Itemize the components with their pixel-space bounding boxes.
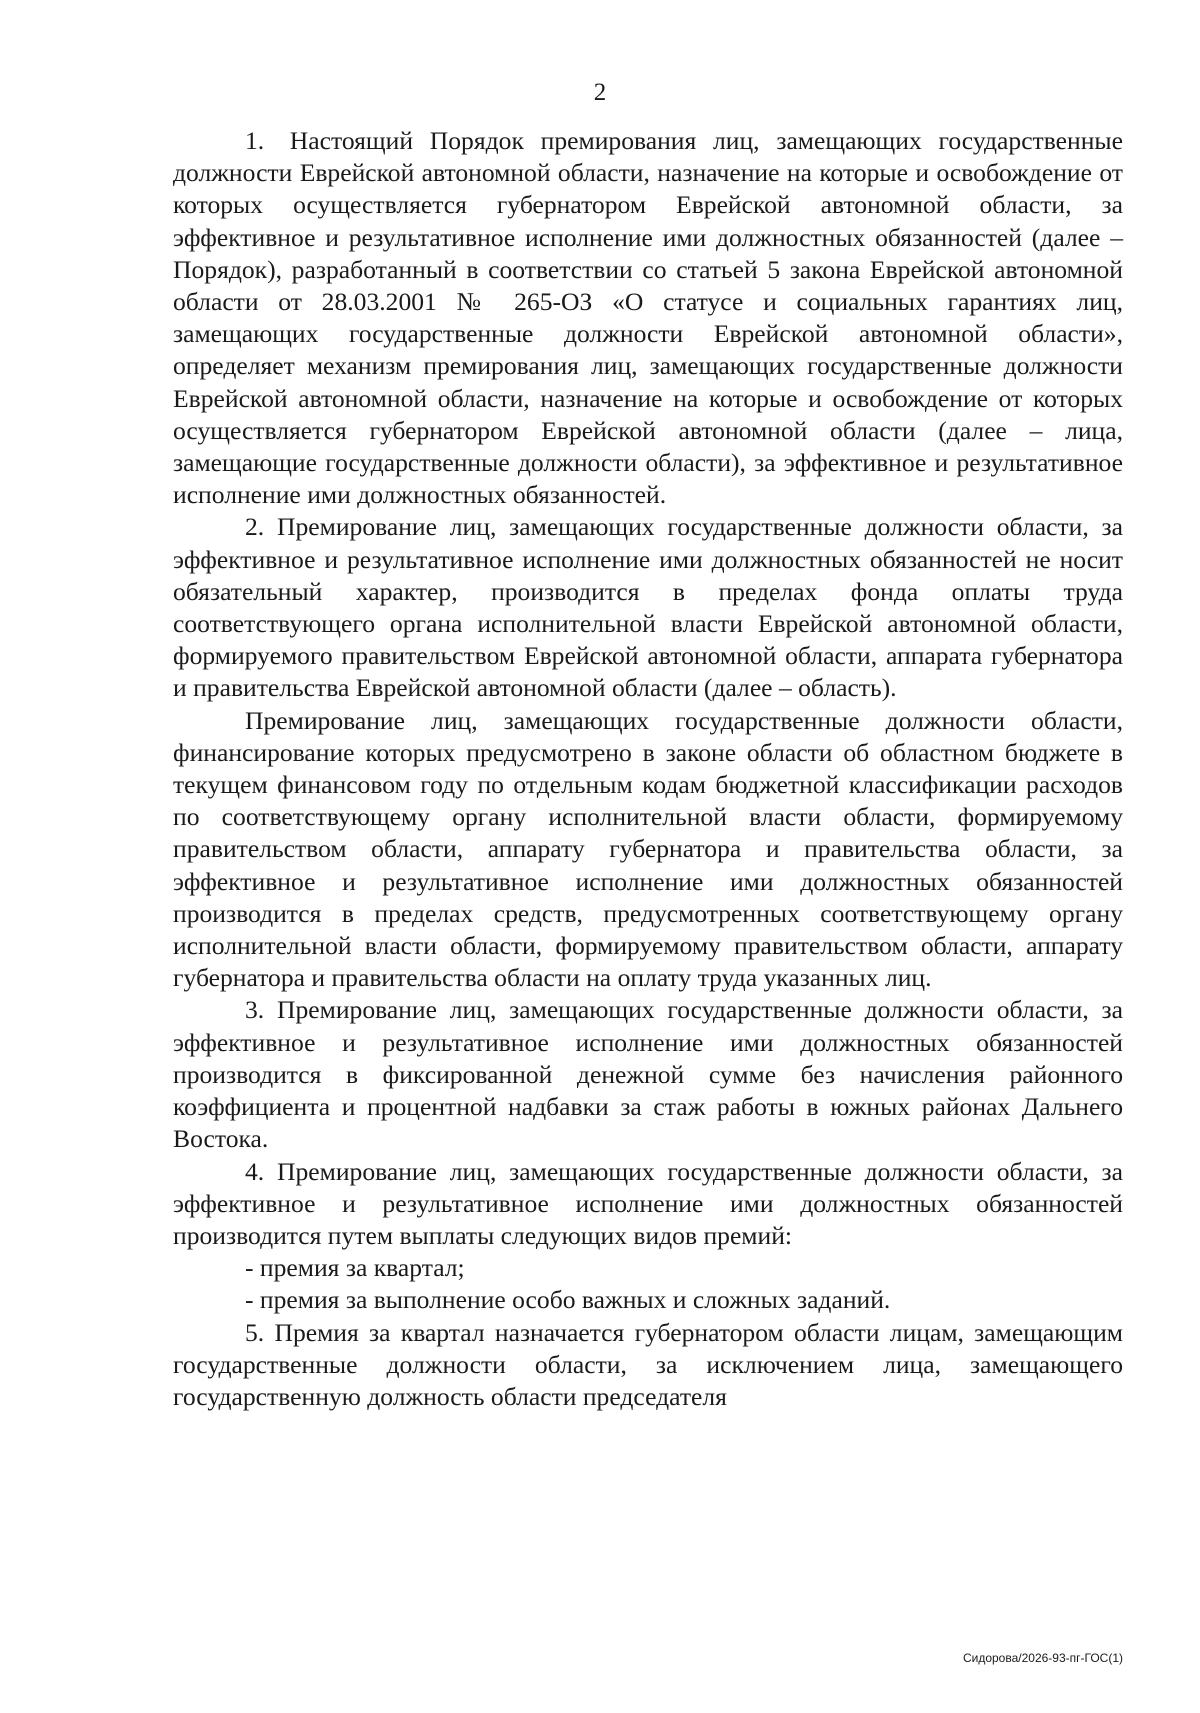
list-item-quarterly-bonus: - премия за квартал; [245,1253,465,1283]
document-registration-code: Сидорова/2026-93-пг-ГОС(1) [962,1651,1123,1665]
paragraph-5: 5. Премия за квартал назначается губернатором области лицам, замещающим государственные должности области, за исключением лица, замещающего государственную должность области председателя [173,1317,1123,1411]
list-item-special-tasks-bonus: - премия за выполнение особо важных и сложных заданий. [245,1285,891,1315]
document-body [173,125,1123,1413]
paragraph-2: 2. Премирование лиц, замещающих государственные должности области, за эффективное и результативное исполнение ими должностных обязанностей не носит обязательный характер, производится в пределах фонда оплаты труда соответствующего органа исполнительной власти Еврейской автономной области, формируемого правительством Еврейской автономной области, аппарата губернатора и правительства Еврейской автономной области (далее – область). [173,512,1123,703]
paragraph-4: 4. Премирование лиц, замещающих государственные должности области, за эффективное и результативное исполнение ими должностных обязанностей производится путем выплаты следующих видов премий: [173,1156,1123,1250]
page-number: 2 [593,79,607,106]
paragraph-2-continued: Премирование лиц, замещающих государственные должности области, финансирование которых предусмотрено в законе области об областном бюджете в текущем финансовом году по отдельным кодам бюджетной классификации расходов по соответствующему органу исполнительной власти области, формируемому правительством области, аппарату губернатора и правительства области, за эффективное и результативное исполнение ими должностных обязанностей производится в пределах средств, предусмотренных соответствующему органу исполнительной власти области, формируемому правительством области, аппарату губернатора и правительства области на оплату труда указанных лиц. [173,705,1123,993]
paragraph-1: 1. Настоящий Порядок премирования лиц, замещающих государственные должности Еврейской автономной области, назначение на которые и освобождение от которых осуществляется губернатором Еврейской автономной области, за эффективное и результативное исполнение ими должностных обязанностей (далее – Порядок), разработанный в соответствии со статьей 5 закона Еврейской автономной области от 28.03.2001 № 265-ОЗ «О статусе и социальных гарантиях лиц, замещающих государственные должности Еврейской автономной области», определяет механизм премирования лиц, замещающих государственные должности Еврейской автономной области, назначение на которые и освобождение от которых осуществляется губернатором Еврейской автономной области (далее – лица, замещающие государственные должности области), за эффективное и результативное исполнение ими должностных обязанностей. [173,126,1123,510]
paragraph-3: 3. Премирование лиц, замещающих государственные должности области, за эффективное и результативное исполнение ими должностных обязанностей производится в фиксированной денежной сумме без начисления районного коэффициента и процентной надбавки за стаж работы в южных районах Дальнего Востока. [173,995,1123,1154]
